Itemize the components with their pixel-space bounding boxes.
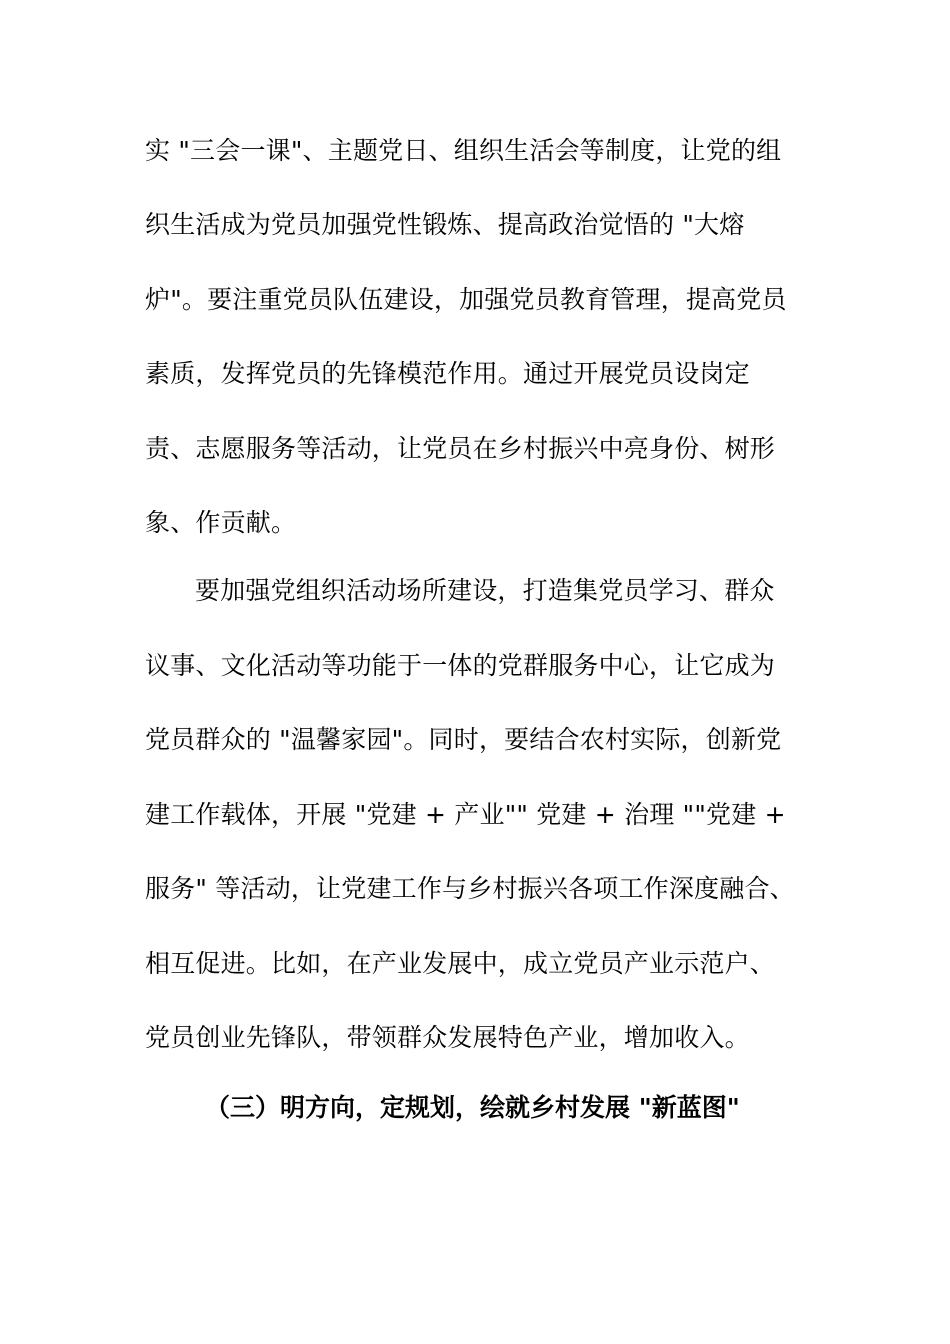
paragraph-line: 织生活成为党员加强党性锻炼、提高政治觉悟的 "大熔 [145,210,745,239]
paragraph-line: 议事、文化活动等功能于一体的党群服务中心，让它成为 [145,651,776,680]
section-heading: （三）明方向，定规划，绘就乡村发展 "新蓝图" [205,1093,740,1122]
paragraph-line: 建工作载体，开展 "党建 + 产业"" 党建 + 治理 ""党建 + [145,800,786,829]
paragraph-line: 责、志愿服务等活动，让党员在乡村振兴中亮身份、树形 [145,434,776,463]
paragraph-line: 党员创业先锋队，带领群众发展特色产业，增加收入。 [145,1023,750,1052]
paragraph-line: 炉"。要注重党员队伍建设，加强党员教育管理，提高党员 [145,285,787,314]
paragraph-line: 党员群众的 "温馨家园"。同时，要结合农村实际，创新党 [145,725,782,754]
paragraph-line: 素质，发挥党员的先锋模范作用。通过开展党员设岗定 [145,359,750,388]
paragraph-line: 相互促进。比如，在产业发展中，成立党员产业示范户、 [145,949,776,978]
paragraph-line: 象、作贡献。 [145,508,297,537]
paragraph-line: 实 "三会一课"、主题党日、组织生活会等制度，让党的组 [145,136,782,165]
paragraph-line: 要加强党组织活动场所建设，打造集党员学习、群众 [195,576,775,605]
paragraph-line: 服务" 等活动，让党建工作与乡村振兴各项工作深度融合、 [145,874,795,903]
